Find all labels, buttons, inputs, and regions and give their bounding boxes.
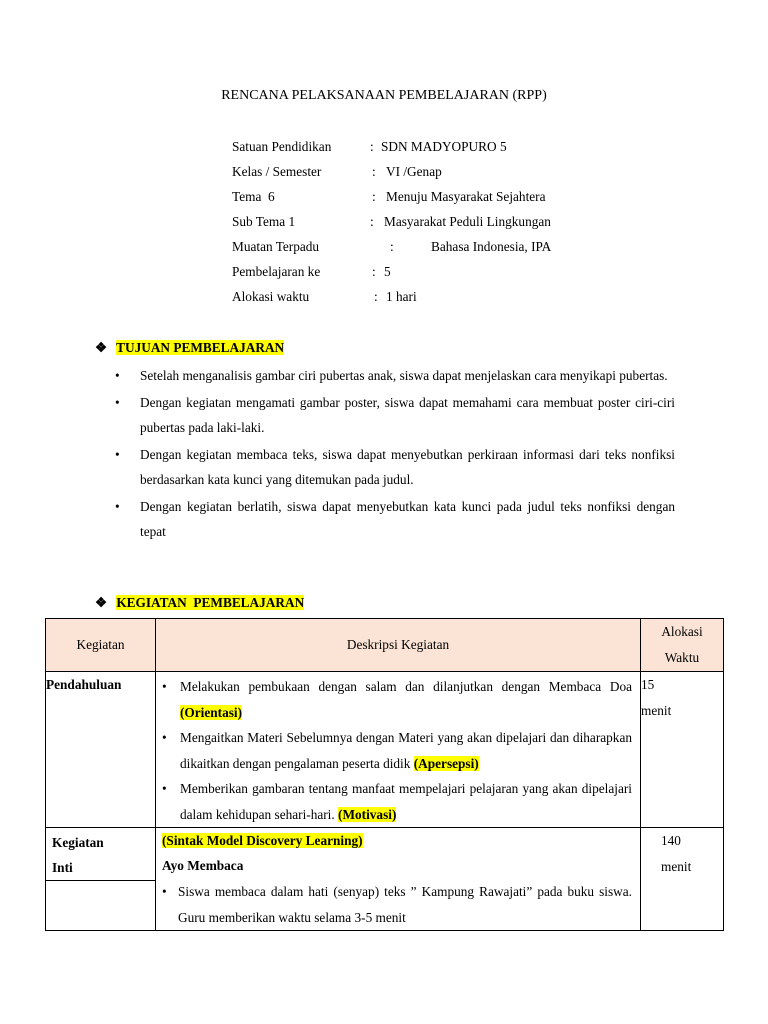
kegiatan-table	[45, 618, 724, 931]
list-item-text: Mengaitkan Materi Sebelumnya dengan Materi yang akan dipelajari dan diharapkan dikaitkan dengan pengalaman peserta didik	[180, 730, 632, 771]
info-sep: :	[372, 164, 376, 179]
time-value: 15	[641, 677, 655, 692]
diamond-bullet-icon: ❖	[95, 595, 107, 610]
time-unit: menit	[661, 859, 692, 874]
list-item	[110, 363, 675, 389]
list-item-text: Dengan kegiatan berlatih, siswa dapat menyebutkan kata kunci pada judul teks nonfiksi dengan tepat	[140, 498, 675, 539]
table-row	[46, 828, 724, 931]
info-value: SDN MADYOPURO 5	[381, 139, 507, 154]
kegiatan-heading-text: KEGIATAN PEMBELAJARAN	[116, 595, 305, 610]
tag-orientasi: (Orientasi)	[180, 704, 243, 720]
bullet-icon: •	[115, 446, 120, 462]
info-sep: :	[372, 264, 376, 279]
row-desc-inti	[156, 828, 641, 931]
row-name-pendahuluan: Pendahuluan	[46, 672, 156, 828]
bullet-icon: •	[162, 679, 167, 694]
list-item	[160, 725, 632, 776]
bullet-icon: •	[162, 884, 167, 899]
list-item	[160, 674, 632, 725]
info-label: Tema 6	[232, 189, 275, 204]
table-header-row	[46, 619, 724, 672]
bullet-icon: •	[115, 498, 120, 514]
header-alokasi	[641, 619, 724, 672]
inti-name-line2: Inti	[52, 860, 73, 875]
header-deskripsi: Deskripsi Kegiatan	[156, 619, 641, 672]
inti-name-line1: Kegiatan	[52, 835, 104, 850]
info-label: Kelas / Semester	[232, 164, 322, 179]
list-item-text: Siswa membaca dalam hati (senyap) teks ” Kampung Rawajati” pada buku siswa. Guru memberikan waktu selama 3-5 menit	[178, 884, 632, 925]
bullet-icon: •	[115, 394, 120, 410]
bullet-icon: •	[162, 730, 167, 745]
inti-subheading: Ayo Membaca	[162, 858, 244, 873]
tag-motivasi: (Motivasi)	[338, 806, 397, 822]
row-desc-pendahuluan	[156, 672, 641, 828]
inti-model: (Sintak Model Discovery Learning)	[162, 833, 363, 848]
info-sep: :	[372, 189, 376, 204]
list-item-text: Memberikan gambaran tentang manfaat mempelajari pelajaran yang akan dipelajari dalam kehidupan sehari-hari.	[180, 781, 632, 822]
info-label: Pembelajaran ke	[232, 264, 321, 279]
inti-name-divider	[46, 880, 155, 929]
bullet-icon: •	[115, 368, 120, 383]
header-kegiatan: Kegiatan	[46, 619, 156, 672]
tujuan-list	[110, 363, 675, 546]
header-alokasi-line2: Waktu	[664, 650, 700, 665]
tujuan-heading	[95, 339, 284, 357]
document-title: RENCANA PELAKSANAAN PEMBELAJARAN (RPP)	[221, 88, 547, 103]
info-sep: :	[374, 289, 378, 304]
list-item	[162, 879, 632, 930]
table-row	[46, 672, 724, 828]
tag-apersepsi: (Apersepsi)	[413, 755, 479, 771]
list-item	[110, 494, 675, 545]
info-label: Sub Tema 1	[232, 214, 296, 229]
inti-list	[162, 879, 632, 930]
info-value: Bahasa Indonesia, IPA	[431, 239, 552, 254]
list-item-text: Dengan kegiatan membaca teks, siswa dapat menyebutkan perkiraan informasi dari teks nonfiksi berdasarkan kata kunci yang ditemukan pada judul.	[140, 446, 675, 487]
time-value: 140	[661, 833, 681, 848]
diamond-bullet-icon: ❖	[95, 340, 107, 355]
info-sep: :	[370, 139, 374, 154]
info-label: Muatan Terpadu	[232, 239, 320, 254]
info-value: 5	[384, 264, 391, 279]
header-alokasi-line1: Alokasi	[661, 624, 703, 639]
list-item	[160, 776, 632, 827]
kegiatan-heading	[95, 594, 304, 612]
bullet-icon: •	[162, 781, 167, 796]
row-time-inti	[641, 828, 724, 931]
info-value: 1 hari	[386, 289, 417, 304]
list-item	[110, 390, 675, 441]
list-item-text: Setelah menganalisis gambar ciri pubertas anak, siswa dapat menjelaskan cara menyikapi pubertas.	[140, 368, 668, 383]
info-sep: :	[390, 239, 394, 254]
info-value: VI /Genap	[386, 164, 442, 179]
info-value: Menuju Masyarakat Sejahtera	[386, 189, 546, 204]
info-sep: :	[370, 214, 374, 229]
row-name-inti	[46, 828, 156, 931]
row-time-pendahuluan	[641, 672, 724, 828]
tujuan-heading-text: TUJUAN PEMBELAJARAN	[116, 340, 285, 355]
info-value: Masyarakat Peduli Lingkungan	[384, 214, 551, 229]
info-label: Alokasi waktu	[232, 289, 310, 304]
time-unit: menit	[641, 703, 672, 718]
info-label: Satuan Pendidikan	[232, 139, 332, 154]
pendahuluan-list	[160, 674, 632, 827]
list-item-text: Dengan kegiatan mengamati gambar poster, siswa dapat memahami cara membuat poster ciri-ciri pubertas pada laki-laki.	[140, 394, 675, 435]
list-item-text: Melakukan pembukaan dengan salam dan dilanjutkan dengan Membaca Doa	[180, 679, 632, 694]
list-item	[110, 442, 675, 493]
